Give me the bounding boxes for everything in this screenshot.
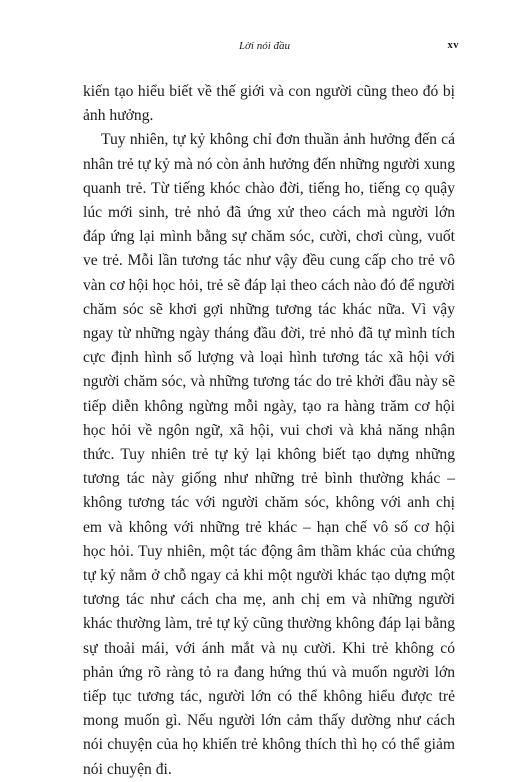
page-number: xv (447, 40, 459, 51)
paragraph-continued: kiến tạo hiểu biết về thế giới và con người cũng theo đó bị ảnh hưởng. (83, 83, 455, 125)
paragraph: Tuy nhiên, tự kỷ không chỉ đơn thuần ảnh hưởng đến cá nhân trẻ tự kỷ mà nó còn ảnh hưởng đến những người xung quanh trẻ. Từ tiếng khóc chào đời, tiếng ho, tiếng cọ quậy lúc mới sinh, trẻ nhỏ đã ứng xử theo cách mà người lớn đáp ứng lại mình bằng sự chăm sóc, cười, chơi cùng, vuốt ve trẻ. Mỗi lần tương tác như vậy đều cung cấp cho trẻ vô vàn cơ hội học hỏi, trẻ sẽ đáp lại theo cách nào đó để người chăm sóc sẽ khơi gợi những tương tác khác nữa. Vì vậy ngay từ những ngày tháng đầu đời, trẻ nhỏ đã tự mình tích cực định hình số lượng và loại hình tương tác xã hội với người chăm sóc, và những tương tác do trẻ khởi đầu này sẽ tiếp diễn không ngừng mỗi ngày, tạo ra hàng trăm cơ hội học hỏi về ngôn ngữ, xã hội, vui chơi và khả năng nhận thức. Tuy nhiên trẻ tự kỷ lại không biết tạo dựng những tương tác này giống như những trẻ bình thường khác – không tương tác với người chăm sóc, không với anh chị em và không với những trẻ khác – hạn chế vô số cơ hội học hỏi. Tuy nhiên, một tác động âm thầm khác của chứng tự kỷ nằm ở chỗ ngay cả khi một người khác tạo dựng một tương tác như cách cha mẹ, anh chị em và những người khác thường làm, trẻ tự kỷ cũng thường không đáp lại bằng sự thoải mái, với ánh mắt và nụ cười. Khi trẻ không có phản ứng rõ ràng tỏ ra đang hứng thú và muốn người lớn tiếp tục tương tác, người lớn có thể không hiểu được trẻ mong muốn gì. Nếu người lớn cảm thấy dường như cách nói chuyện của họ khiến trẻ không thích thì họ có thể giảm nói chuyện đi. (83, 131, 455, 778)
running-title: Lời nói đầu (238, 40, 291, 52)
running-header (0, 40, 529, 56)
body-text (83, 80, 455, 782)
